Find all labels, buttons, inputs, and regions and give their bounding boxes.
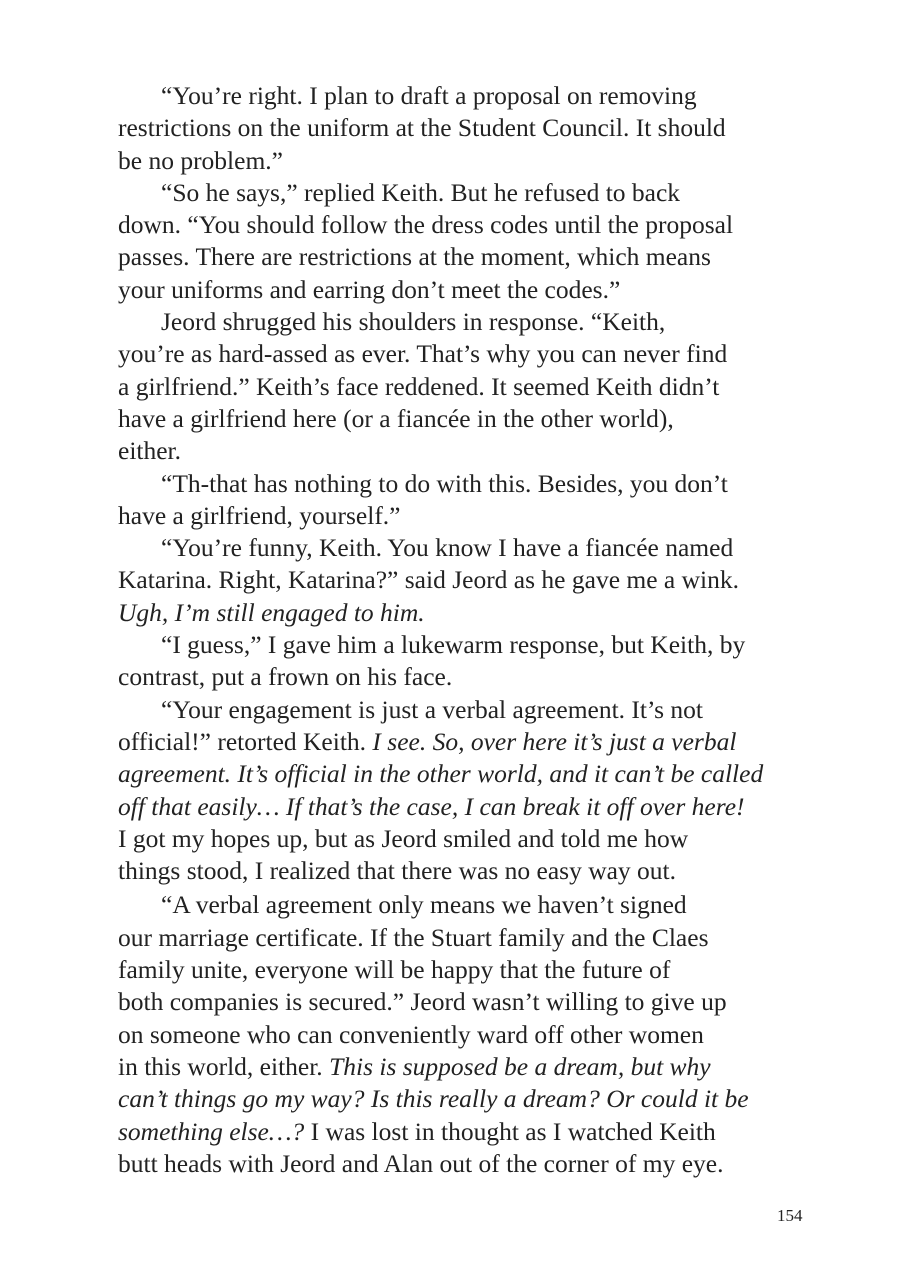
text-line <box>118 80 838 112</box>
text-line <box>118 564 838 596</box>
text-line <box>118 145 838 177</box>
text-line <box>118 403 838 435</box>
text-line <box>118 177 838 209</box>
text-line <box>118 1051 838 1083</box>
text-line <box>118 532 838 564</box>
text: contrast, put a frown on his face. <box>118 662 453 692</box>
text-line <box>118 338 838 370</box>
text-line <box>118 597 838 629</box>
text-line <box>118 726 838 758</box>
text: “Th-that has nothing to do with this. Besides, you don’t <box>161 468 728 498</box>
text: “Your engagement is just a verbal agreement. It’s not <box>161 694 703 724</box>
text: passes. There are restrictions at the moment, which means <box>118 242 711 272</box>
text: family unite, everyone will be happy that the future of <box>118 955 671 985</box>
text-line <box>118 435 838 467</box>
text: “So he says,” replied Keith. But he refused to back <box>161 177 681 207</box>
text-line <box>118 274 838 306</box>
text: “You’re funny, Keith. You know I have a fiancée named <box>161 533 734 563</box>
text: our marriage certificate. If the Stuart family and the Claes <box>118 922 709 952</box>
text: I got my hopes up, but as Jeord smiled and told me how <box>118 823 689 853</box>
text: either. <box>118 436 182 466</box>
text: your uniforms and earring don’t meet the codes.” <box>118 274 621 304</box>
text-line <box>118 241 838 273</box>
body-text <box>118 80 838 1180</box>
text-line <box>118 1083 838 1115</box>
text-line <box>118 855 838 887</box>
text: Katarina. Right, Katarina?” said Jeord as he gave me a wink. <box>118 565 739 595</box>
text: both companies is secured.” Jeord wasn’t willing to give up <box>118 987 727 1017</box>
text-line <box>118 468 838 500</box>
text: “I guess,” I gave him a lukewarm response, but Keith, by <box>161 630 746 660</box>
text: in this world, either. <box>118 1051 330 1081</box>
text: butt heads with Jeord and Alan out of the corner of my eye. <box>118 1148 724 1178</box>
text-line <box>118 823 838 855</box>
text-line <box>118 112 838 144</box>
italic-text: something else…? <box>118 1116 305 1146</box>
text-line <box>118 500 838 532</box>
text: be no problem.” <box>118 145 283 175</box>
text-line <box>118 306 838 338</box>
italic-text: agreement. It’s official in the other world, and it can’t be called <box>118 759 764 789</box>
text-line <box>118 209 838 241</box>
text-line <box>118 1148 838 1180</box>
text: Jeord shrugged his shoulders in response. “Keith, <box>161 307 666 337</box>
italic-text: can’t things go my way? Is this really a dream? Or could it be <box>118 1084 749 1114</box>
text: have a girlfriend, yourself.” <box>118 500 401 530</box>
text: “You’re right. I plan to draft a proposal on removing <box>161 81 697 110</box>
text-line <box>118 889 838 921</box>
text: “A verbal agreement only means we haven’t signed <box>161 890 687 920</box>
text-line <box>118 922 838 954</box>
text: have a girlfriend here (or a fiancée in the other world), <box>118 403 674 433</box>
text-line <box>118 1019 838 1051</box>
text-line <box>118 661 838 693</box>
text-line <box>118 371 838 403</box>
text-line <box>118 791 838 823</box>
text: restrictions on the uniform at the Student Council. It should <box>118 113 726 143</box>
text-line <box>118 758 838 790</box>
text-line <box>118 694 838 726</box>
text: you’re as hard-assed as ever. That’s why you can never find <box>118 339 728 369</box>
text: a girlfriend.” Keith’s face reddened. It seemed Keith didn’t <box>118 371 720 401</box>
text-line <box>118 986 838 1018</box>
italic-text: This is supposed be a dream, but why <box>329 1051 711 1081</box>
text: down. “You should follow the dress codes until the proposal <box>118 210 734 240</box>
text-line <box>118 629 838 661</box>
text: official!” retorted Keith. <box>118 726 373 756</box>
text-line <box>118 954 838 986</box>
italic-text: off that easily… If that’s the case, I can break it off over here! <box>118 791 745 821</box>
italic-text: I see. So, over here it’s just a verbal <box>372 726 737 756</box>
text: things stood, I realized that there was no easy way out. <box>118 856 677 886</box>
page-number: 154 <box>777 1206 803 1225</box>
text: I was lost in thought as I watched Keith <box>304 1116 716 1146</box>
text: on someone who can conveniently ward off other women <box>118 1019 704 1049</box>
text-line <box>118 1116 838 1148</box>
italic-text: Ugh, I’m still engaged to him. <box>118 597 425 627</box>
